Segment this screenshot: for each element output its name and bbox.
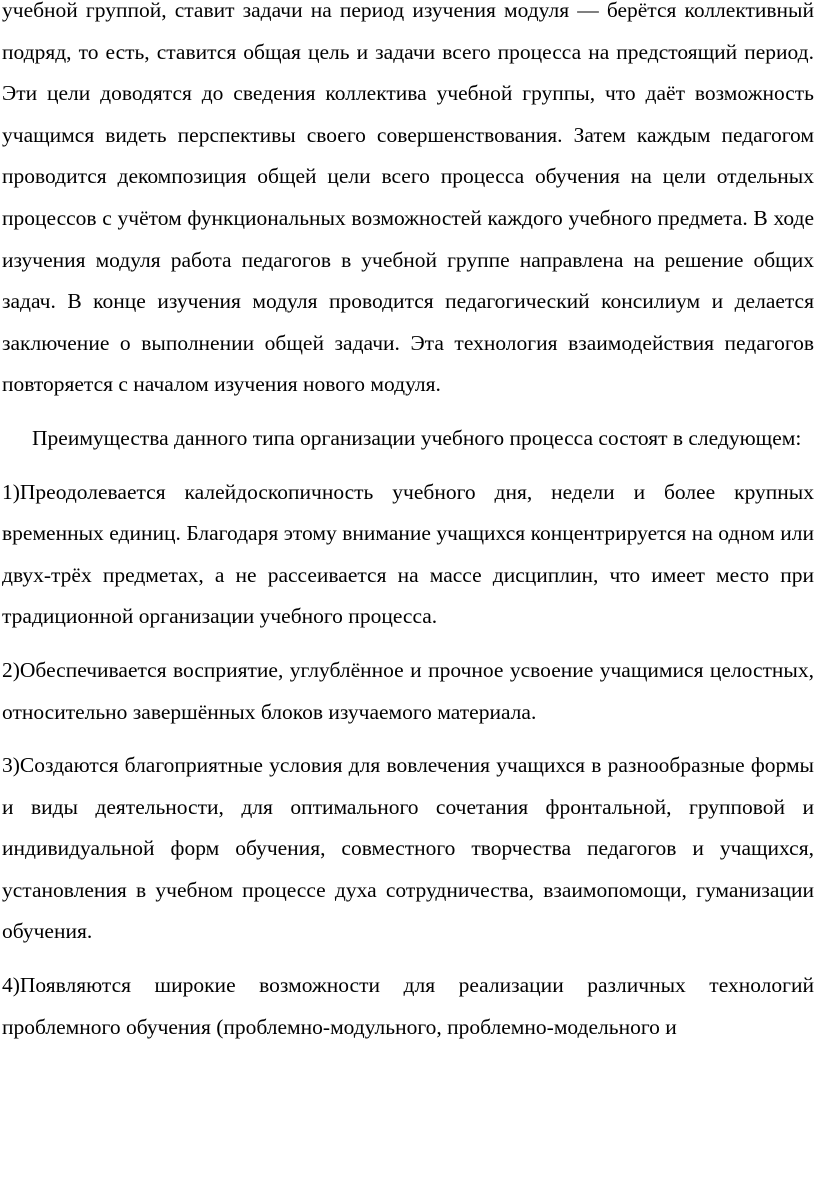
paragraph-team-contract: учебной группой, ставит задачи на период изучения модуля — берётся коллективный подряд, то есть, ставится общая цель и задачи всего процесса на предстоящий период. Эти цели доводятся до сведения коллектива учебной группы, что даёт возможность учащимся видеть перспективы своего совершенствования. Затем каждым педагогом проводится декомпозиция общей цели всего процесса обучения на цели отдельных процессов с учётом функциональных возможностей каждого учебного предмета. В ходе изучения модуля работа педагогов в учебной группе направлена на решение общих задач. В конце изучения модуля проводится педагогический консилиум и делается заключение о выполнении общей задачи. Эта технология взаимодействия педагогов повторяется с началом изучения нового модуля. [2, 0, 814, 397]
list-item-1: 1)Преодолевается калейдоскопичность учебного дня, недели и более крупных временных единиц. Благодаря этому внимание учащихся концентрируется на одном или двух-трёх предметах, а не рассеивается на массе дисциплин, что имеет место при традиционной организации учебного процесса. [2, 479, 814, 629]
list-item-3: 3)Создаются благоприятные условия для вовлечения учащихся в разнообразные формы и виды деятельности, для оптимального сочетания фронтальной, групповой и индивидуальной форм обучения, совместного творчества педагогов и учащихся, установления в учебном процессе духа сотрудничества, взаимопомощи, гуманизации обучения. [2, 753, 814, 944]
list-item-2: 2)Обеспечивается восприятие, углублённое и прочное усвоение учащимися целостных, относительно завершённых блоков изучаемого материала. [2, 657, 814, 724]
paragraph-advantages-intro: Преимущества данного типа организации учебного процесса состоят в следующем: [32, 425, 802, 450]
list-item-4: 4)Появляются широкие возможности для реализации различных технологий проблемного обучения (проблемно-модульного, проблемно-модельного и [2, 973, 814, 1039]
